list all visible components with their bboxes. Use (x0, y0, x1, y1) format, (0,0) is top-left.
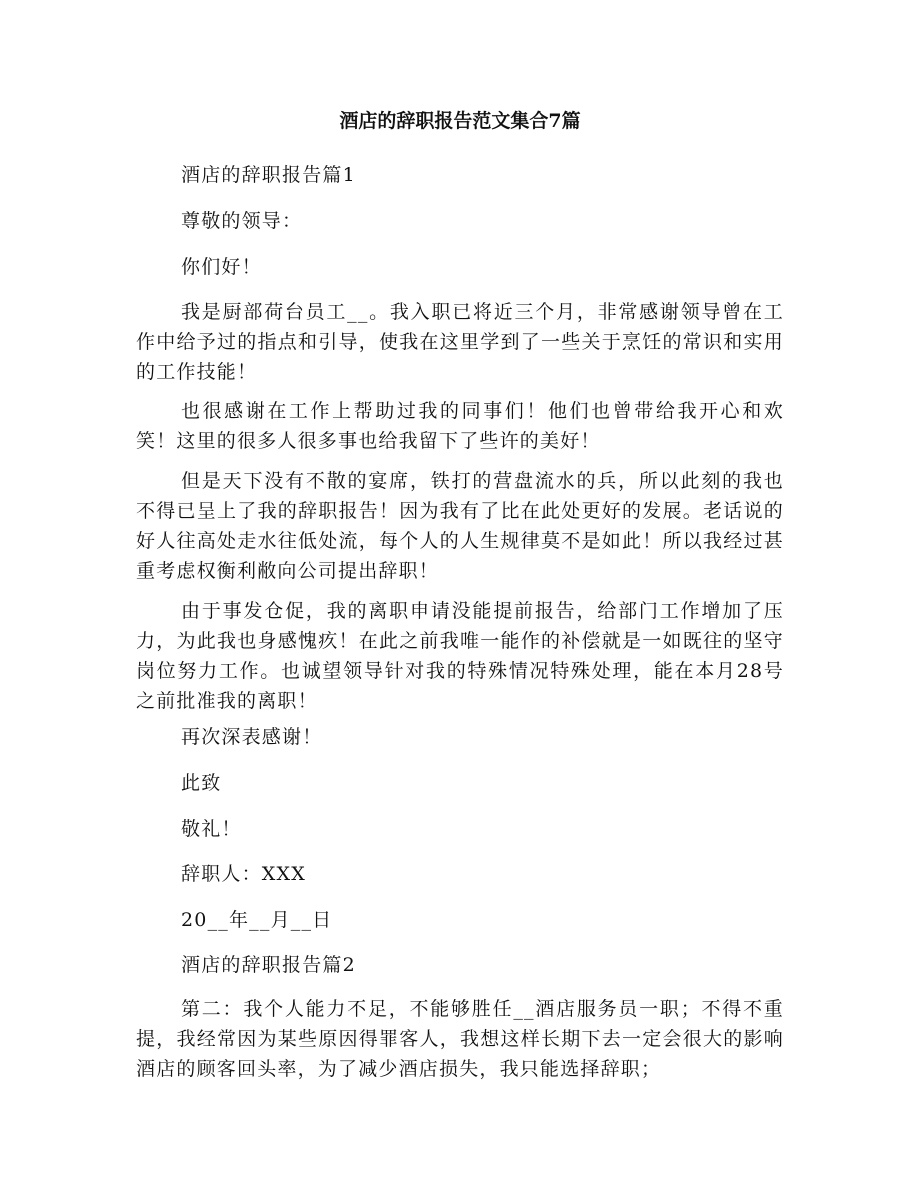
body-paragraph-apology: 由于事发仓促，我的离职申请没能提前报告，给部门工作增加了压力，为此我也身感愧疚！在此之前我唯一能作的补偿就是一如既往的坚守岗位努力工作。也诚望领导针对我的特殊情况特殊处理，能在本月28号之前批准我的离职！ (136, 600, 784, 712)
section-heading-1: 酒店的辞职报告篇1 (181, 164, 356, 186)
body-paragraph-thanks-colleagues: 也很感谢在工作上帮助过我的同事们！他们也曾带给我开心和欢笑！这里的很多人很多事也给我留下了些许的美好！ (136, 400, 784, 452)
closing-cizhi: 此致 (181, 772, 222, 794)
signature-line: 辞职人：XXX (181, 863, 306, 885)
document-title: 酒店的辞职报告范文集合7篇 (339, 110, 581, 132)
salutation: 尊敬的领导： (181, 210, 303, 232)
body-paragraph-reason: 但是天下没有不散的宴席，铁打的营盘流水的兵，所以此刻的我也不得已呈上了我的辞职报告！因为我有了比在此处更好的发展。老话说的好人往高处走水往低处流，每个人的人生规律莫不是如此！所以我经过甚重考虑权衡利敝向公司提出辞职！ (136, 470, 784, 582)
section-heading-2: 酒店的辞职报告篇2 (181, 954, 356, 976)
date-line: 20__年__月__日 (181, 909, 333, 931)
closing-thanks: 再次深表感谢！ (181, 726, 323, 748)
body-paragraph-section-2: 第二：我个人能力不足，不能够胜任__酒店服务员一职；不得不重提，我经常因为某些原因得罪客人，我想这样长期下去一定会很大的影响酒店的顾客回头率，为了减少酒店损失，我只能选择辞职； (136, 998, 784, 1080)
closing-jingli: 敬礼！ (181, 818, 242, 840)
greeting: 你们好！ (181, 256, 262, 278)
body-paragraph-intro: 我是厨部荷台员工__。我入职已将近三个月，非常感谢领导曾在工作中给予过的指点和引导，使我在这里学到了一些关于烹饪的常识和实用的工作技能！ (136, 301, 784, 383)
